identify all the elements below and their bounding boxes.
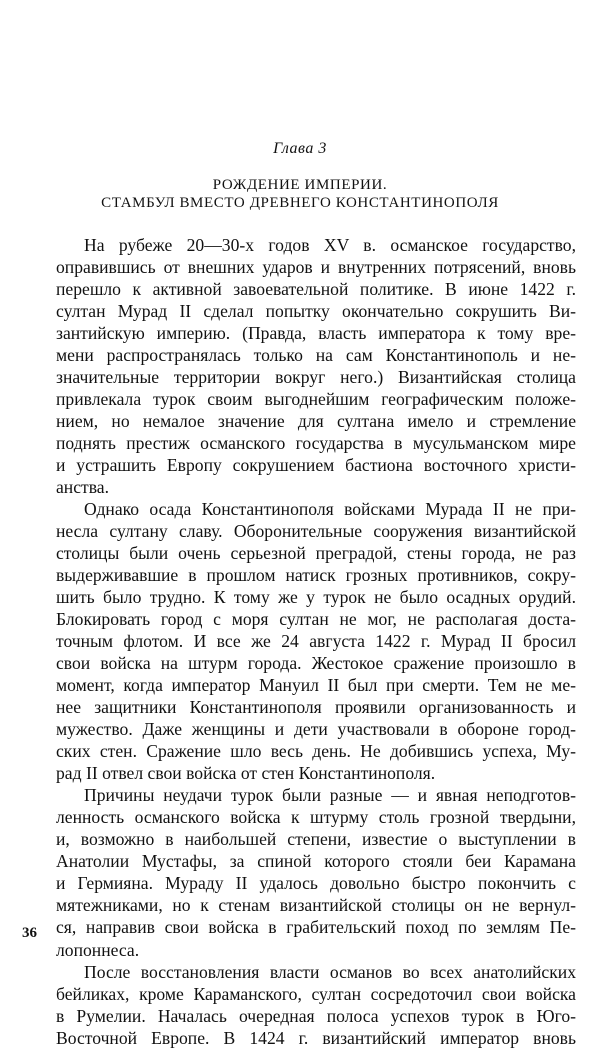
page-number: 36	[22, 925, 37, 941]
text-line: мени распространялась только на сам Константинополь и не-	[56, 345, 576, 366]
text-line: анства.	[56, 477, 110, 498]
text-line: привлекала турок своим выгоднейшим географическим положе-	[56, 389, 576, 410]
text-line: Причины неудачи турок были разные — и явная неподготов-	[84, 785, 576, 806]
text-line: поднять престиж османского государства в мусульманском мире	[56, 433, 576, 454]
text-line: рад II отвел свои войска от стен Константинополя.	[56, 763, 436, 784]
text-line: мужество. Даже женщины и дети участвовали в обороне город-	[56, 719, 576, 740]
paragraph-2	[56, 498, 576, 784]
paragraph-4	[56, 961, 576, 1049]
text-line: Анатолии Мустафы, за спиной которого стояли беи Карамана	[56, 851, 576, 872]
text-line: момент, когда император Мануил II был при смерти. Тем не ме-	[56, 675, 576, 696]
text-line: оправившись от внешних ударов и внутренних потрясений, вновь	[56, 257, 576, 278]
paragraph-3	[56, 784, 576, 960]
text-line: На рубеже 20—30-х годов XV в. османское государство,	[84, 235, 576, 255]
text-line: выдерживавшие в прошлом натиск грозных противников, сокру-	[56, 565, 576, 586]
text-line: и, возможно в наибольшей степени, известие о выступлении в	[56, 829, 576, 850]
text-line: точным флотом. И все же 24 августа 1422 г. Мурад II бросил	[56, 631, 576, 652]
text-line: свои войска на штурм города. Жестокое сражение произошло в	[56, 653, 576, 674]
text-line: султан Мурад II сделал попытку окончательно сокрушить Ви-	[56, 301, 576, 322]
text-line: в Румелии. Началась очередная полоса успехов турок в Юго-	[56, 1005, 576, 1026]
text-line: столицы были очень серьезной преградой, стены города, не раз	[56, 543, 576, 564]
text-line: нием, но немалое значение для султана имело и стремление	[56, 411, 576, 432]
text-line: и устрашить Европу сокрушением бастиона восточного христи-	[56, 455, 576, 476]
text-line: перешло к активной завоевательной политике. В июне 1422 г.	[56, 279, 576, 300]
text-line: несла султану славу. Оборонительные сооружения византийской	[56, 521, 576, 542]
text-line: значительные территории вокруг него.) Византийская столица	[56, 367, 576, 388]
text-line: зантийскую империю. (Правда, власть императора к тому вре-	[56, 323, 576, 344]
chapter-label: Глава 3	[273, 140, 327, 157]
text-line: ских стен. Сражение шло весь день. Не добившись успеха, Му-	[56, 741, 576, 762]
text-line: и Гермияна. Мураду II удалось довольно быстро покончить с	[56, 873, 576, 894]
text-line: мятежниками, но к стенам византийской столицы он не вернул-	[56, 895, 576, 916]
text-line: После восстановления власти османов во всех анатолийских	[84, 961, 576, 982]
text-line: шить было трудно. К тому же у турок не было осадных орудий.	[56, 587, 576, 608]
text-line: Блокировать город с моря султан не мог, не располагая доста-	[56, 609, 576, 630]
text-line: ленность османского войска к штурму столь грозной твердыни,	[56, 807, 576, 828]
paragraph-1	[56, 234, 576, 498]
chapter-title-line-1: РОЖДЕНИЕ ИМПЕРИИ.	[212, 177, 388, 193]
text-line: ся, направив свои войска в грабительский поход по землям Пе-	[56, 917, 576, 938]
text-line: Восточной Европе. В 1424 г. византийский император вновь	[56, 1027, 576, 1048]
text-line: лопоннеса.	[56, 939, 140, 960]
body-text	[56, 234, 576, 1049]
text-line: бейликах, кроме Караманского, султан сосредоточил свои войска	[56, 983, 576, 1004]
text-line: нее защитники Константинополя проявили организованность и	[56, 697, 576, 718]
chapter-title	[0, 176, 600, 212]
text-line: Однако осада Константинополя войсками Мурада II не при-	[84, 499, 576, 520]
chapter-title-line-2: СТАМБУЛ ВМЕСТО ДРЕВНЕГО КОНСТАНТИНОПОЛЯ	[101, 195, 499, 211]
